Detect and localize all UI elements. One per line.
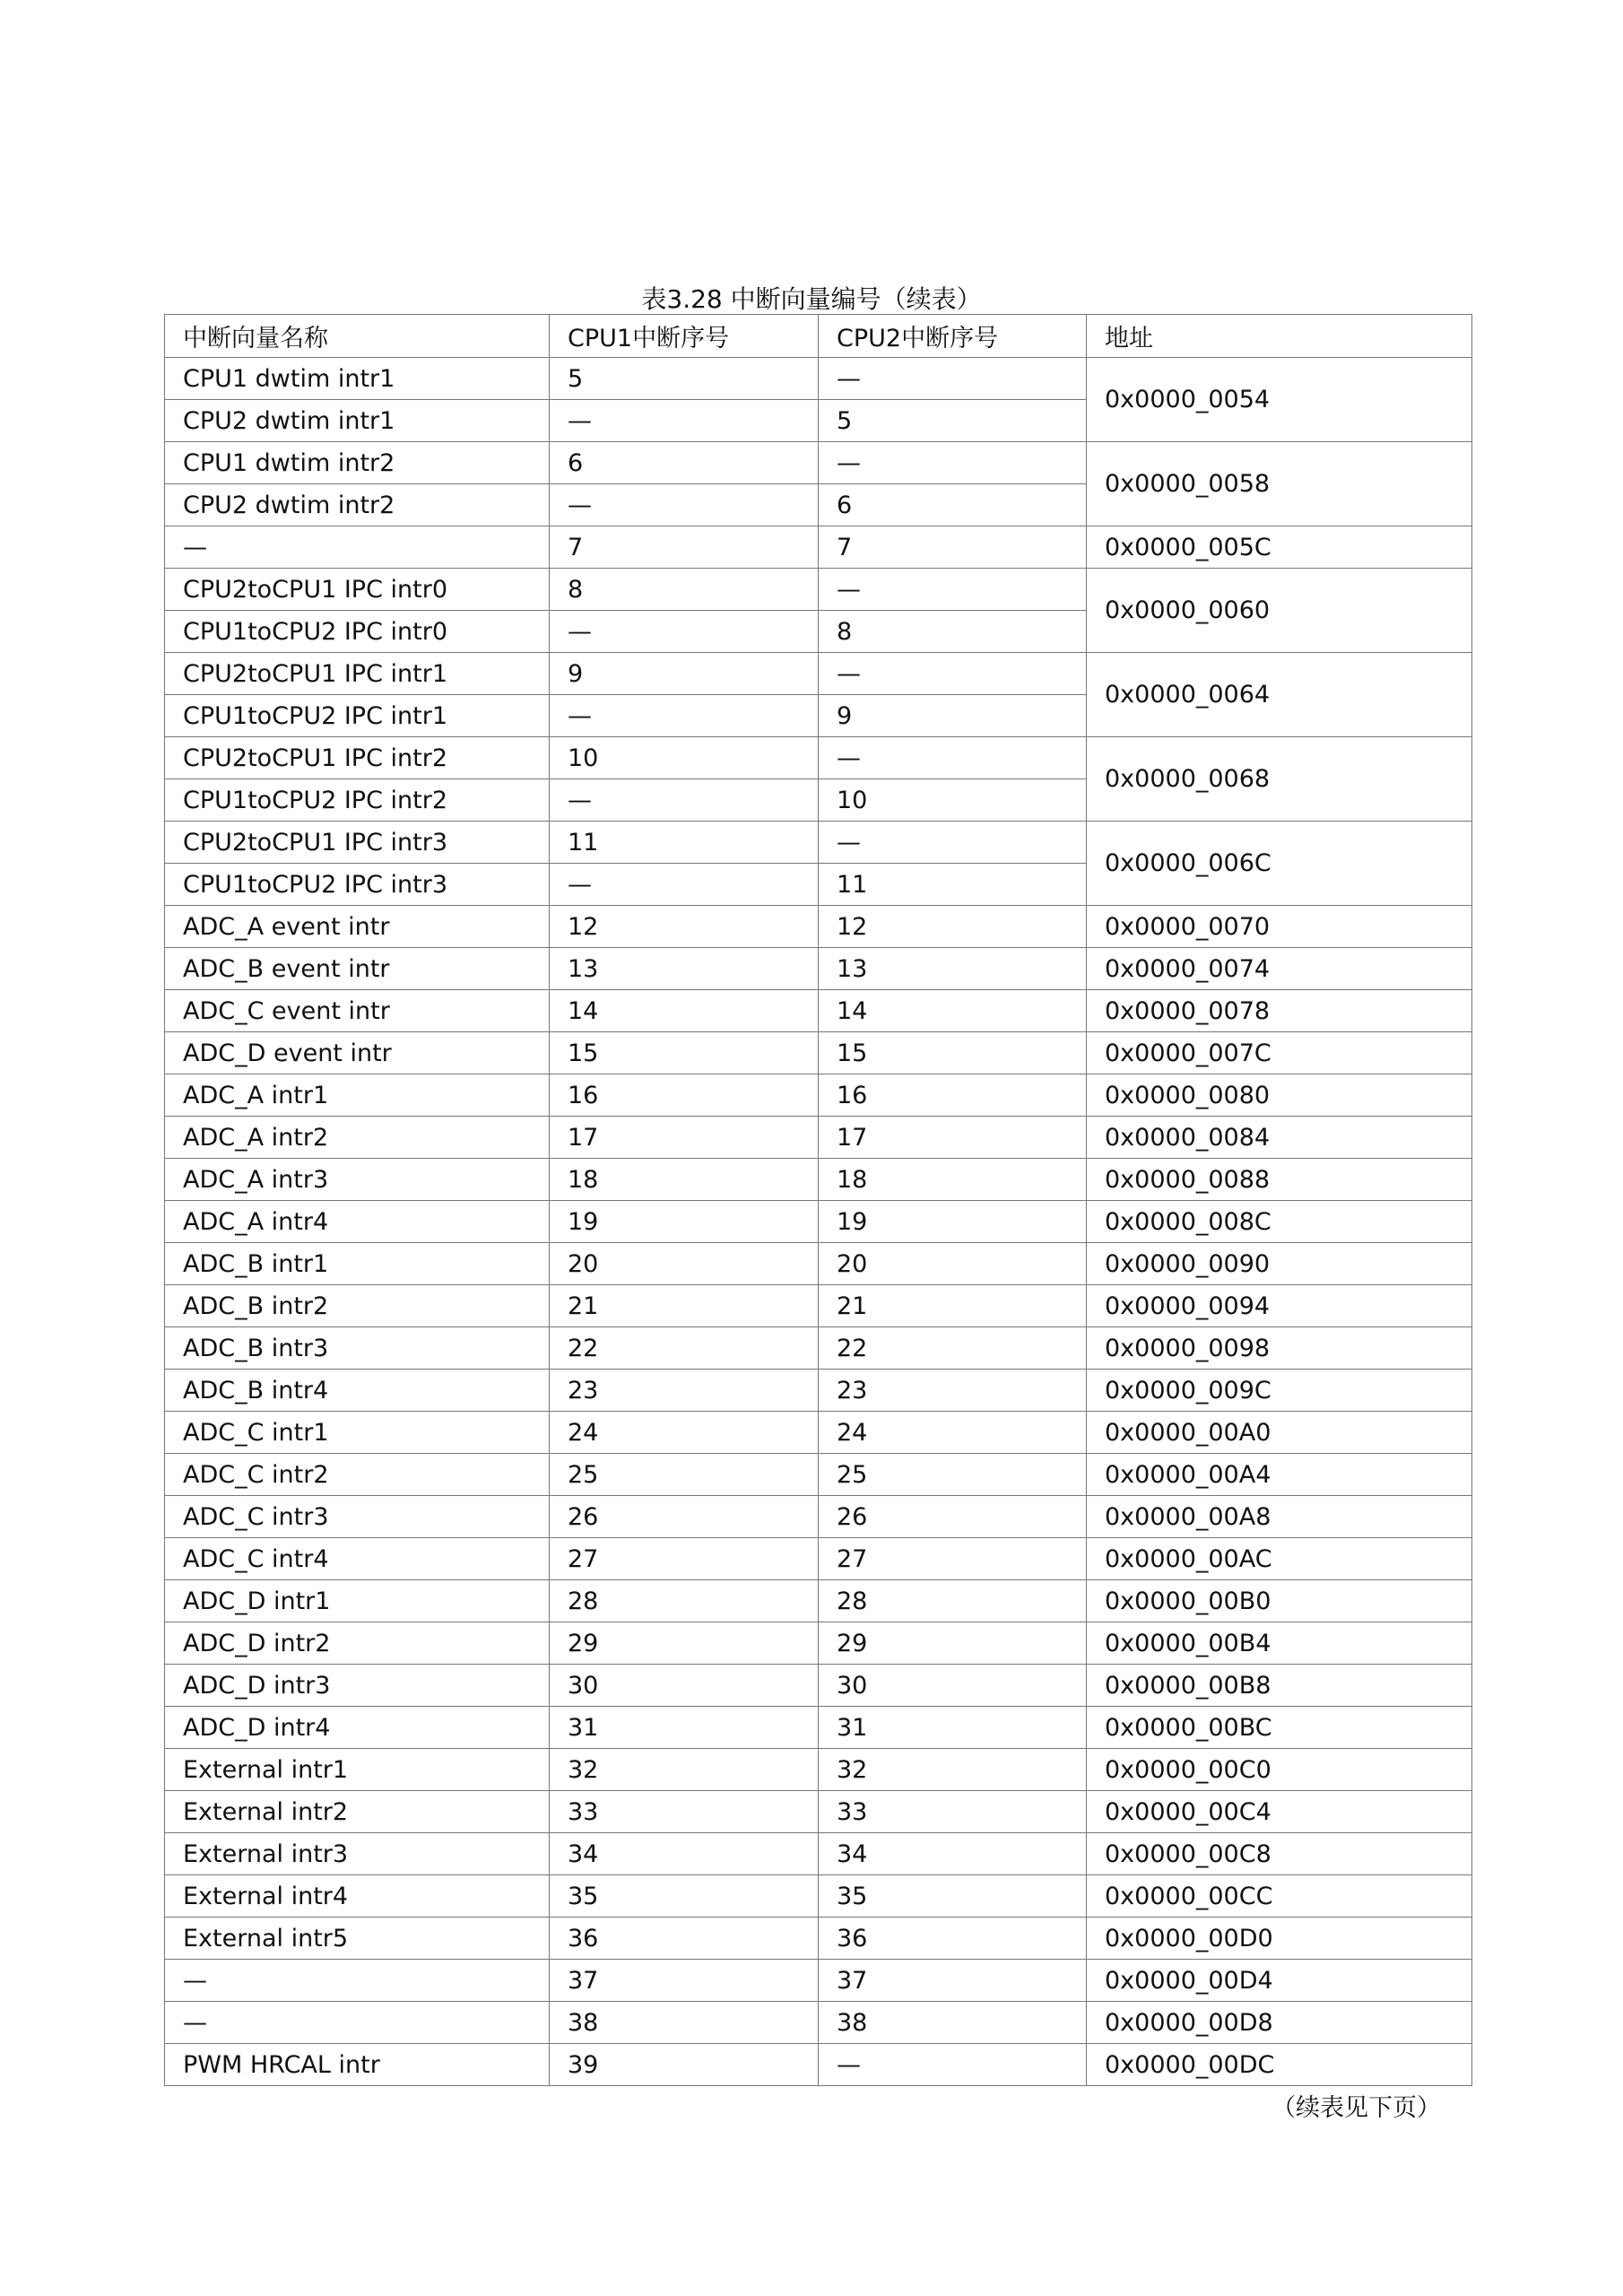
cell-cpu2-index: — [819, 653, 1087, 695]
cell-address: 0x0000_007C [1087, 1032, 1472, 1074]
cell-address: 0x0000_0074 [1087, 948, 1472, 990]
cell-cpu2-index: 20 [819, 1243, 1087, 1285]
cell-address: 0x0000_0064 [1087, 653, 1472, 737]
cell-cpu2-index: 35 [819, 1875, 1087, 1918]
cell-cpu1-index: — [550, 611, 819, 653]
cell-address: 0x0000_0090 [1087, 1243, 1472, 1285]
cell-vector-name: CPU2toCPU1 IPC intr2 [165, 737, 550, 779]
table-row [165, 1074, 1472, 1117]
cell-vector-name: ADC_A intr4 [165, 1201, 550, 1243]
cell-address: 0x0000_0088 [1087, 1159, 1472, 1201]
cell-vector-name: ADC_A event intr [165, 906, 550, 948]
cell-vector-name: External intr1 [165, 1749, 550, 1791]
cell-vector-name: ADC_B intr4 [165, 1370, 550, 1412]
cell-vector-name: ADC_C intr2 [165, 1454, 550, 1496]
cell-cpu1-index: — [550, 400, 819, 442]
cell-cpu1-index: 19 [550, 1201, 819, 1243]
cell-cpu1-index: — [550, 864, 819, 906]
cell-cpu1-index: 23 [550, 1370, 819, 1412]
cell-vector-name: ADC_C intr3 [165, 1496, 550, 1538]
table-row [165, 1665, 1472, 1707]
cell-address: 0x0000_00A0 [1087, 1412, 1472, 1454]
cell-vector-name: CPU1toCPU2 IPC intr2 [165, 779, 550, 822]
cell-cpu2-index: 28 [819, 1580, 1087, 1622]
cell-cpu1-index: 15 [550, 1032, 819, 1074]
cell-cpu2-index: 11 [819, 864, 1087, 906]
cell-cpu1-index: 32 [550, 1749, 819, 1791]
cell-cpu1-index: — [550, 695, 819, 737]
cell-cpu1-index: 12 [550, 906, 819, 948]
cell-cpu2-index: 5 [819, 400, 1087, 442]
cell-vector-name: External intr3 [165, 1833, 550, 1875]
cell-cpu2-index: — [819, 569, 1087, 611]
cell-address: 0x0000_00A4 [1087, 1454, 1472, 1496]
table-row [165, 1243, 1472, 1285]
cell-address: 0x0000_0054 [1087, 358, 1472, 442]
cell-vector-name: CPU1toCPU2 IPC intr3 [165, 864, 550, 906]
cell-vector-name: ADC_A intr1 [165, 1074, 550, 1117]
cell-vector-name: ADC_B intr2 [165, 1285, 550, 1327]
cell-cpu1-index: 36 [550, 1918, 819, 1960]
table-header-row [165, 315, 1472, 358]
cell-address: 0x0000_00C0 [1087, 1749, 1472, 1791]
cell-cpu1-index: 22 [550, 1327, 819, 1370]
cell-cpu1-index: 35 [550, 1875, 819, 1918]
cell-cpu2-index: 33 [819, 1791, 1087, 1833]
cell-vector-name: CPU2toCPU1 IPC intr1 [165, 653, 550, 695]
cell-address: 0x0000_00B0 [1087, 1580, 1472, 1622]
cell-vector-name: — [165, 2002, 550, 2044]
cell-cpu2-index: 12 [819, 906, 1087, 948]
table-row [165, 1454, 1472, 1496]
cell-cpu2-index: — [819, 442, 1087, 484]
cell-vector-name: ADC_C event intr [165, 990, 550, 1032]
cell-vector-name: ADC_C intr1 [165, 1412, 550, 1454]
cell-cpu2-index: 17 [819, 1117, 1087, 1159]
table-row [165, 442, 1472, 484]
table-row [165, 1791, 1472, 1833]
table-row [165, 1580, 1472, 1622]
cell-cpu1-index: — [550, 484, 819, 526]
cell-cpu2-index: 22 [819, 1327, 1087, 1370]
table-row [165, 1412, 1472, 1454]
cell-address: 0x0000_00C4 [1087, 1791, 1472, 1833]
table-row [165, 1707, 1472, 1749]
table-row [165, 1159, 1472, 1201]
cell-address: 0x0000_00C8 [1087, 1833, 1472, 1875]
table-row [165, 1327, 1472, 1370]
table-row [165, 1622, 1472, 1665]
cell-cpu1-index: 20 [550, 1243, 819, 1285]
cell-cpu2-index: — [819, 737, 1087, 779]
table-row [165, 526, 1472, 569]
cell-cpu1-index: 34 [550, 1833, 819, 1875]
cell-vector-name: ADC_D intr2 [165, 1622, 550, 1665]
cell-cpu2-index: 26 [819, 1496, 1087, 1538]
cell-vector-name: External intr5 [165, 1918, 550, 1960]
table-row [165, 1285, 1472, 1327]
cell-vector-name: ADC_D intr4 [165, 1707, 550, 1749]
cell-vector-name: ADC_D intr3 [165, 1665, 550, 1707]
cell-address: 0x0000_00B8 [1087, 1665, 1472, 1707]
cell-cpu2-index: 29 [819, 1622, 1087, 1665]
cell-cpu2-index: 25 [819, 1454, 1087, 1496]
table-row [165, 1032, 1472, 1074]
cell-vector-name: ADC_A intr3 [165, 1159, 550, 1201]
cell-cpu1-index: 30 [550, 1665, 819, 1707]
cell-vector-name: PWM HRCAL intr [165, 2044, 550, 2086]
cell-cpu2-index: — [819, 358, 1087, 400]
cell-cpu1-index: 21 [550, 1285, 819, 1327]
cell-vector-name: CPU1toCPU2 IPC intr0 [165, 611, 550, 653]
cell-address: 0x0000_008C [1087, 1201, 1472, 1243]
cell-vector-name: CPU2 dwtim intr1 [165, 400, 550, 442]
header-cpu2-index: CPU2中断序号 [819, 315, 1087, 358]
cell-vector-name: ADC_D intr1 [165, 1580, 550, 1622]
cell-cpu1-index: 25 [550, 1454, 819, 1496]
cell-cpu1-index: 17 [550, 1117, 819, 1159]
cell-address: 0x0000_0098 [1087, 1327, 1472, 1370]
cell-cpu2-index: 32 [819, 1749, 1087, 1791]
cell-vector-name: External intr2 [165, 1791, 550, 1833]
cell-cpu2-index: 10 [819, 779, 1087, 822]
cell-address: 0x0000_005C [1087, 526, 1472, 569]
cell-cpu1-index: 24 [550, 1412, 819, 1454]
cell-address: 0x0000_00B4 [1087, 1622, 1472, 1665]
cell-vector-name: ADC_A intr2 [165, 1117, 550, 1159]
cell-vector-name: — [165, 1960, 550, 2002]
cell-cpu1-index: 16 [550, 1074, 819, 1117]
cell-address: 0x0000_009C [1087, 1370, 1472, 1412]
cell-cpu1-index: 29 [550, 1622, 819, 1665]
table-row [165, 2044, 1472, 2086]
table-row [165, 990, 1472, 1032]
table-row [165, 358, 1472, 400]
cell-cpu1-index: 28 [550, 1580, 819, 1622]
cell-address: 0x0000_0068 [1087, 737, 1472, 822]
cell-address: 0x0000_00BC [1087, 1707, 1472, 1749]
cell-address: 0x0000_00D0 [1087, 1918, 1472, 1960]
table-row [165, 2002, 1472, 2044]
cell-address: 0x0000_00CC [1087, 1875, 1472, 1918]
cell-address: 0x0000_006C [1087, 822, 1472, 906]
cell-cpu2-index: 34 [819, 1833, 1087, 1875]
cell-cpu1-index: 26 [550, 1496, 819, 1538]
cell-cpu1-index: 8 [550, 569, 819, 611]
cell-cpu2-index: 30 [819, 1665, 1087, 1707]
cell-cpu2-index: 36 [819, 1918, 1087, 1960]
table-body [165, 358, 1472, 2086]
cell-address: 0x0000_0094 [1087, 1285, 1472, 1327]
cell-vector-name: ADC_D event intr [165, 1032, 550, 1074]
cell-cpu2-index: 21 [819, 1285, 1087, 1327]
table-row [165, 737, 1472, 779]
cell-address: 0x0000_00AC [1087, 1538, 1472, 1580]
cell-cpu1-index: 9 [550, 653, 819, 695]
cell-cpu2-index: 9 [819, 695, 1087, 737]
cell-cpu2-index: 15 [819, 1032, 1087, 1074]
table-caption: 表3.28 中断向量编号（续表） [641, 284, 982, 314]
continued-note: （续表见下页） [1271, 2094, 1441, 2122]
header-cpu1-index: CPU1中断序号 [550, 315, 819, 358]
cell-cpu1-index: 5 [550, 358, 819, 400]
cell-cpu2-index: 38 [819, 2002, 1087, 2044]
cell-cpu1-index: 39 [550, 2044, 819, 2086]
cell-cpu2-index: 23 [819, 1370, 1087, 1412]
cell-cpu2-index: 6 [819, 484, 1087, 526]
header-address: 地址 [1087, 315, 1472, 358]
cell-cpu1-index: 10 [550, 737, 819, 779]
cell-cpu2-index: — [819, 822, 1087, 864]
cell-cpu2-index: 14 [819, 990, 1087, 1032]
table-row [165, 1201, 1472, 1243]
cell-address: 0x0000_00D8 [1087, 2002, 1472, 2044]
table-row [165, 1960, 1472, 2002]
table-row [165, 1496, 1472, 1538]
cell-cpu2-index: — [819, 2044, 1087, 2086]
cell-vector-name: — [165, 526, 550, 569]
cell-cpu2-index: 8 [819, 611, 1087, 653]
cell-cpu1-index: — [550, 779, 819, 822]
table-row [165, 1749, 1472, 1791]
cell-cpu1-index: 18 [550, 1159, 819, 1201]
cell-vector-name: CPU2toCPU1 IPC intr3 [165, 822, 550, 864]
cell-cpu1-index: 38 [550, 2002, 819, 2044]
cell-address: 0x0000_0060 [1087, 569, 1472, 653]
cell-vector-name: CPU1 dwtim intr1 [165, 358, 550, 400]
cell-address: 0x0000_00A8 [1087, 1496, 1472, 1538]
interrupt-vector-table [164, 314, 1472, 2086]
cell-vector-name: CPU1toCPU2 IPC intr1 [165, 695, 550, 737]
cell-cpu2-index: 18 [819, 1159, 1087, 1201]
cell-cpu2-index: 16 [819, 1074, 1087, 1117]
table-row [165, 653, 1472, 695]
table-row [165, 1918, 1472, 1960]
cell-cpu1-index: 6 [550, 442, 819, 484]
cell-vector-name: ADC_B intr3 [165, 1327, 550, 1370]
header-vector-name: 中断向量名称 [165, 315, 550, 358]
cell-vector-name: ADC_C intr4 [165, 1538, 550, 1580]
table-row [165, 948, 1472, 990]
cell-cpu2-index: 13 [819, 948, 1087, 990]
cell-cpu1-index: 27 [550, 1538, 819, 1580]
cell-cpu1-index: 33 [550, 1791, 819, 1833]
table-row [165, 569, 1472, 611]
cell-cpu1-index: 31 [550, 1707, 819, 1749]
cell-cpu1-index: 7 [550, 526, 819, 569]
cell-vector-name: CPU2toCPU1 IPC intr0 [165, 569, 550, 611]
cell-cpu2-index: 37 [819, 1960, 1087, 2002]
table-row [165, 906, 1472, 948]
table-row [165, 1117, 1472, 1159]
table-row [165, 822, 1472, 864]
cell-address: 0x0000_00DC [1087, 2044, 1472, 2086]
table-row [165, 1875, 1472, 1918]
cell-cpu2-index: 19 [819, 1201, 1087, 1243]
cell-vector-name: ADC_B intr1 [165, 1243, 550, 1285]
cell-cpu1-index: 11 [550, 822, 819, 864]
table-row [165, 1833, 1472, 1875]
cell-cpu2-index: 7 [819, 526, 1087, 569]
cell-cpu1-index: 14 [550, 990, 819, 1032]
cell-address: 0x0000_0080 [1087, 1074, 1472, 1117]
cell-address: 0x0000_0078 [1087, 990, 1472, 1032]
cell-cpu1-index: 13 [550, 948, 819, 990]
cell-vector-name: CPU2 dwtim intr2 [165, 484, 550, 526]
cell-address: 0x0000_0058 [1087, 442, 1472, 526]
cell-cpu2-index: 24 [819, 1412, 1087, 1454]
table-row [165, 1538, 1472, 1580]
cell-vector-name: ADC_B event intr [165, 948, 550, 990]
table-row [165, 1370, 1472, 1412]
cell-address: 0x0000_0070 [1087, 906, 1472, 948]
cell-address: 0x0000_0084 [1087, 1117, 1472, 1159]
cell-cpu2-index: 27 [819, 1538, 1087, 1580]
cell-vector-name: CPU1 dwtim intr2 [165, 442, 550, 484]
cell-address: 0x0000_00D4 [1087, 1960, 1472, 2002]
cell-cpu1-index: 37 [550, 1960, 819, 2002]
cell-vector-name: External intr4 [165, 1875, 550, 1918]
cell-cpu2-index: 31 [819, 1707, 1087, 1749]
